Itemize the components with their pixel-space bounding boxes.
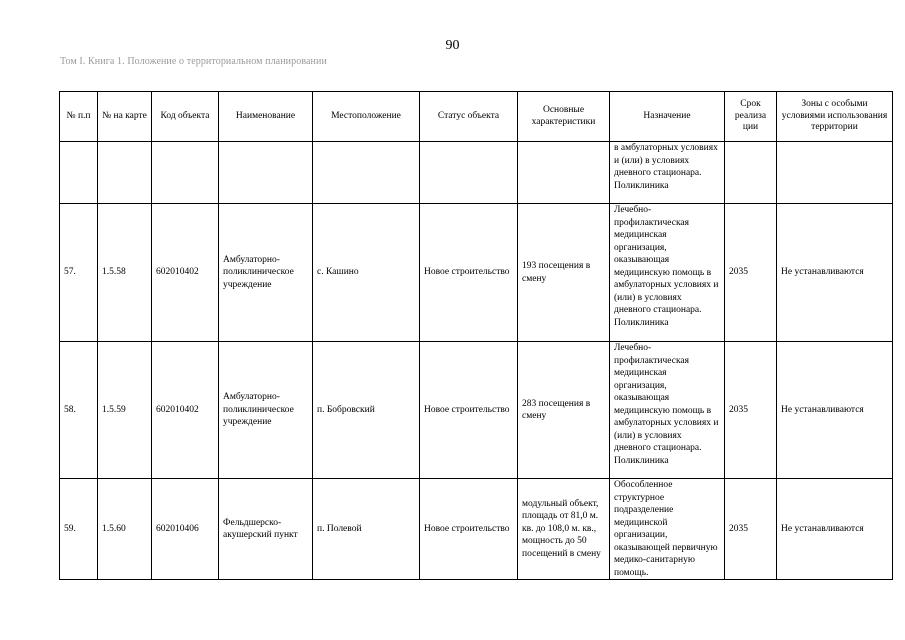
cell-term: 2035 — [725, 204, 777, 342]
cell-location: п. Бобровский — [313, 342, 420, 479]
col-header-term: Срок реализа ции — [725, 92, 777, 142]
cell-purpose: Лечебно-профилактическая медицинская организация, оказывающая медицинскую помощь в амбулаторных условиях и (или) в условиях дневного стационара. Поликлиника — [610, 204, 725, 342]
cell-name: Амбулаторно-поликлиническое учреждение — [219, 204, 313, 342]
cell-zones: Не устанавливаются — [777, 479, 893, 580]
running-header: Том I. Книга 1. Положение о территориальном планировании — [60, 56, 327, 67]
cell-empty — [313, 142, 420, 204]
col-header-purpose: Назначение — [610, 92, 725, 142]
objects-table — [59, 91, 893, 580]
cell-code: 602010406 — [152, 479, 219, 580]
cell-location: с. Кашино — [313, 204, 420, 342]
cell-status: Новое строительство — [420, 204, 518, 342]
cell-code: 602010402 — [152, 204, 219, 342]
cell-location: п. Полевой — [313, 479, 420, 580]
table-row — [60, 479, 893, 580]
cell-code: 602010402 — [152, 342, 219, 479]
cell-empty — [725, 142, 777, 204]
cell-empty — [518, 142, 610, 204]
cell-num: 59. — [60, 479, 98, 580]
cell-characteristics: модульный объект, площадь от 81,0 м. кв. до 108,0 м. кв., мощность до 50 посещений в смену — [518, 479, 610, 580]
cell-term: 2035 — [725, 479, 777, 580]
cell-term: 2035 — [725, 342, 777, 479]
cell-zones: Не устанавливаются — [777, 204, 893, 342]
table-row — [60, 342, 893, 479]
col-header-num: № п.п — [60, 92, 98, 142]
cell-status: Новое строительство — [420, 479, 518, 580]
cell-characteristics: 283 посещения в смену — [518, 342, 610, 479]
cell-map-num: 1.5.60 — [98, 479, 152, 580]
cell-empty — [60, 142, 98, 204]
cell-map-num: 1.5.59 — [98, 342, 152, 479]
cell-empty — [98, 142, 152, 204]
cell-empty — [777, 142, 893, 204]
table-row — [60, 204, 893, 342]
col-header-zones: Зоны с особыми условиями использования территории — [777, 92, 893, 142]
cell-empty — [420, 142, 518, 204]
cell-purpose: в амбулаторных условиях и (или) в условиях дневного стационара. Поликлиника — [610, 142, 725, 204]
cell-num: 57. — [60, 204, 98, 342]
cell-characteristics: 193 посещения в смену — [518, 204, 610, 342]
cell-empty — [219, 142, 313, 204]
cell-name: Амбулаторно-поликлиническое учреждение — [219, 342, 313, 479]
cell-purpose: Лечебно-профилактическая медицинская организация, оказывающая медицинскую помощь в амбулаторных условиях и (или) в условиях дневного стационара. Поликлиника — [610, 342, 725, 479]
cell-purpose: Обособленное структурное подразделение медицинской организации, оказывающей первичную медико-санитарную помощь. — [610, 479, 725, 580]
col-header-name: Наименование — [219, 92, 313, 142]
cell-zones: Не устанавливаются — [777, 342, 893, 479]
table-header-row — [60, 92, 893, 142]
cell-empty — [152, 142, 219, 204]
col-header-location: Местоположение — [313, 92, 420, 142]
cell-num: 58. — [60, 342, 98, 479]
col-header-code: Код объекта — [152, 92, 219, 142]
col-header-characteristics: Основные характеристики — [518, 92, 610, 142]
col-header-map-num: № на карте — [98, 92, 152, 142]
cell-map-num: 1.5.58 — [98, 204, 152, 342]
table-row-continued — [60, 142, 893, 204]
cell-status: Новое строительство — [420, 342, 518, 479]
page-number: 90 — [445, 38, 460, 53]
cell-name: Фельдшерско-акушерский пункт — [219, 479, 313, 580]
col-header-status: Статус объекта — [420, 92, 518, 142]
